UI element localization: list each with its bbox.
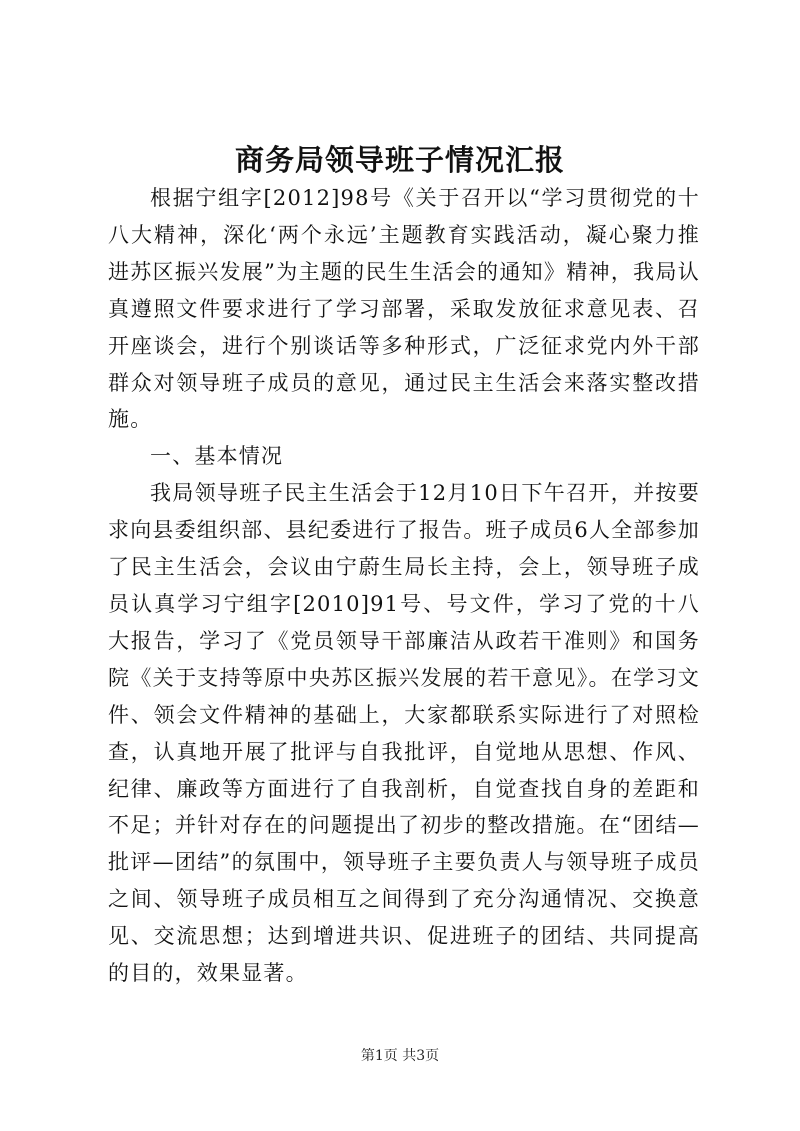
document-title: 商务局领导班子情况汇报 [234,143,565,177]
document-body [108,180,700,992]
intro-paragraph: 根据宁组字[2012]98号《关于召开以“学习贯彻党的十八大精神，深化‘两个永远’主题教育实践活动，凝心聚力推进苏区振兴发展”为主题的民生生活会的通知》精神，我局认真遵照文件要求进行了学习部署，采取发放征求意见表、召开座谈会，进行个别谈话等多种形式，广泛征求党内外干部群众对领导班子成员的意见，通过民主生活会来落实整改措施。 [108,186,700,432]
basic-situation-paragraph: 我局领导班子民主生活会于12月10日下午召开，并按要求向县委组织部、县纪委进行了报告。班子成员6人全部参加了民主生活会，会议由宁蔚生局长主持，会上，领导班子成员认真学习宁组字[2010]91号、号文件，学习了党的十八大报告，学习了《党员领导干部廉洁从政若干准则》和国务院《关于支持等原中央苏区振兴发展的若干意见》。在学习文件、领会文件精神的基础上，大家都联系实际进行了对照检查，认真地开展了批评与自我批评，自觉地从思想、作风、纪律、廉政等方面进行了自我剖析，自觉查找自身的差距和不足；并针对存在的问题提出了初步的整改措施。在“团结—批评—团结”的氛围中，领导班子主要负责人与领导班子成员之间、领导班子成员相互之间得到了充分沟通情况、交换意见、交流思想；达到增进共识、促进班子的团结、共同提高的目的，效果显著。 [108,481,700,986]
section-heading-basic-situation: 一、基本情况 [150,444,284,469]
page-footer: 第1页 共3页 [360,1048,440,1064]
